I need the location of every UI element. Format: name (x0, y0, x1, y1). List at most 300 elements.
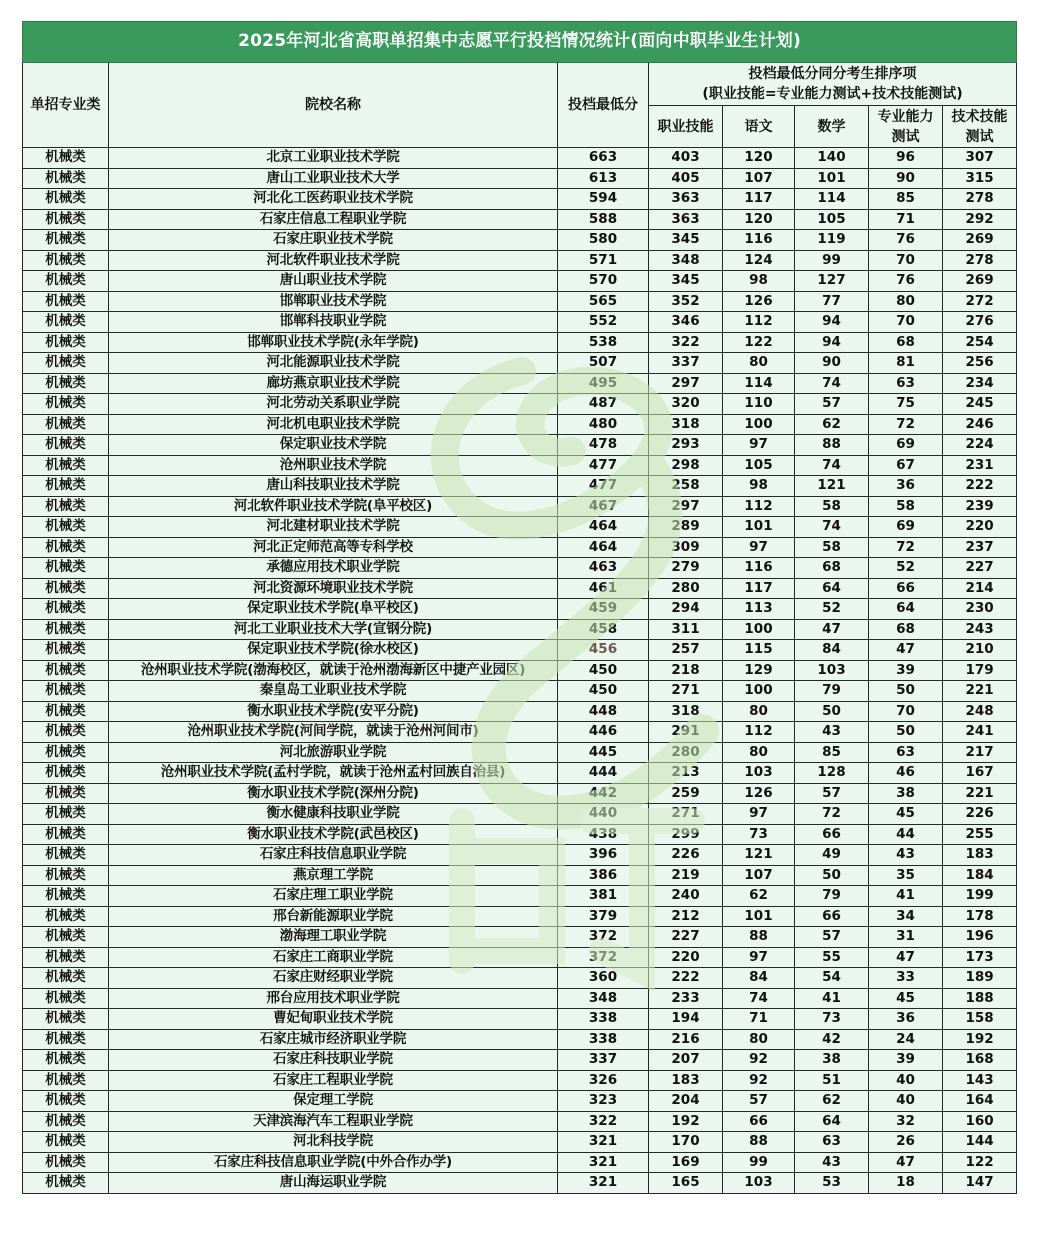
score-table-sheet (22, 21, 1016, 1194)
header-school: 院校名称 (109, 63, 558, 148)
table-row (23, 927, 1017, 948)
header-professional-line2: 测试 (891, 128, 920, 145)
table-row (23, 947, 1017, 968)
cell-vocational: 352 (649, 291, 723, 312)
cell-category: 机械类 (23, 988, 109, 1009)
cell-category: 机械类 (23, 312, 109, 333)
cell-min-score: 480 (558, 414, 649, 435)
cell-category: 机械类 (23, 291, 109, 312)
cell-chinese: 117 (723, 578, 795, 599)
cell-vocational: 279 (649, 558, 723, 579)
table-row (23, 804, 1017, 825)
cell-min-score: 456 (558, 640, 649, 661)
cell-technical: 256 (943, 353, 1017, 374)
cell-school: 天津滨海汽车工程职业学院 (109, 1111, 558, 1132)
cell-professional: 63 (869, 742, 943, 763)
cell-chinese: 97 (723, 537, 795, 558)
cell-technical: 246 (943, 414, 1017, 435)
cell-chinese: 105 (723, 455, 795, 476)
table-row (23, 660, 1017, 681)
cell-min-score: 487 (558, 394, 649, 415)
cell-technical: 192 (943, 1029, 1017, 1050)
table-row (23, 189, 1017, 210)
cell-min-score: 450 (558, 681, 649, 702)
cell-chinese: 97 (723, 947, 795, 968)
cell-chinese: 88 (723, 1132, 795, 1153)
cell-school: 河北正定师范高等专科学校 (109, 537, 558, 558)
cell-vocational: 207 (649, 1050, 723, 1071)
cell-min-score: 458 (558, 619, 649, 640)
cell-vocational: 280 (649, 578, 723, 599)
cell-math: 66 (795, 906, 869, 927)
cell-school: 衡水职业技术学院(安平分院) (109, 701, 558, 722)
cell-school: 石家庄理工职业学院 (109, 886, 558, 907)
cell-chinese: 66 (723, 1111, 795, 1132)
cell-min-score: 448 (558, 701, 649, 722)
cell-technical: 196 (943, 927, 1017, 948)
table-row (23, 271, 1017, 292)
cell-school: 石家庄职业技术学院 (109, 230, 558, 251)
cell-technical: 239 (943, 496, 1017, 517)
cell-professional: 47 (869, 1152, 943, 1173)
cell-min-score: 323 (558, 1091, 649, 1112)
cell-vocational: 363 (649, 189, 723, 210)
cell-vocational: 297 (649, 496, 723, 517)
table-row (23, 783, 1017, 804)
header-min-score: 投档最低分 (558, 63, 649, 148)
cell-vocational: 218 (649, 660, 723, 681)
cell-professional: 40 (869, 1091, 943, 1112)
cell-math: 74 (795, 373, 869, 394)
cell-category: 机械类 (23, 414, 109, 435)
cell-category: 机械类 (23, 578, 109, 599)
cell-math: 72 (795, 804, 869, 825)
cell-math: 66 (795, 824, 869, 845)
cell-technical: 167 (943, 763, 1017, 784)
cell-chinese: 116 (723, 230, 795, 251)
cell-math: 79 (795, 681, 869, 702)
cell-school: 北京工业职业技术学院 (109, 148, 558, 169)
table-row (23, 209, 1017, 230)
cell-category: 机械类 (23, 906, 109, 927)
header-technical-line1: 技术技能 (951, 108, 1008, 125)
cell-category: 机械类 (23, 1091, 109, 1112)
cell-min-score: 444 (558, 763, 649, 784)
table-row (23, 168, 1017, 189)
cell-vocational: 405 (649, 168, 723, 189)
cell-school: 保定理工学院 (109, 1091, 558, 1112)
cell-technical: 231 (943, 455, 1017, 476)
cell-min-score: 360 (558, 968, 649, 989)
cell-category: 机械类 (23, 476, 109, 497)
cell-chinese: 124 (723, 250, 795, 271)
cell-math: 94 (795, 332, 869, 353)
cell-category: 机械类 (23, 496, 109, 517)
cell-professional: 58 (869, 496, 943, 517)
cell-vocational: 219 (649, 865, 723, 886)
cell-school: 石家庄科技信息职业学院(中外合作办学) (109, 1152, 558, 1173)
cell-category: 机械类 (23, 640, 109, 661)
cell-technical: 179 (943, 660, 1017, 681)
cell-chinese: 92 (723, 1070, 795, 1091)
cell-professional: 52 (869, 558, 943, 579)
cell-professional: 39 (869, 660, 943, 681)
table-row (23, 1173, 1017, 1194)
cell-vocational: 170 (649, 1132, 723, 1153)
cell-technical: 248 (943, 701, 1017, 722)
header-tiebreak-note: (职业技能=专业能力测试+技术技能测试) (702, 86, 963, 102)
header-vocational: 职业技能 (649, 106, 723, 148)
cell-chinese: 100 (723, 619, 795, 640)
cell-school: 邯郸职业技术学院(永年学院) (109, 332, 558, 353)
cell-math: 77 (795, 291, 869, 312)
cell-technical: 230 (943, 599, 1017, 620)
cell-category: 机械类 (23, 250, 109, 271)
cell-chinese: 92 (723, 1050, 795, 1071)
cell-math: 74 (795, 517, 869, 538)
cell-technical: 188 (943, 988, 1017, 1009)
cell-technical: 222 (943, 476, 1017, 497)
cell-professional: 85 (869, 189, 943, 210)
cell-vocational: 259 (649, 783, 723, 804)
cell-math: 64 (795, 1111, 869, 1132)
cell-min-score: 478 (558, 435, 649, 456)
cell-school: 河北能源职业技术学院 (109, 353, 558, 374)
cell-professional: 26 (869, 1132, 943, 1153)
cell-min-score: 552 (558, 312, 649, 333)
cell-professional: 71 (869, 209, 943, 230)
cell-vocational: 226 (649, 845, 723, 866)
table-body (23, 148, 1017, 1194)
cell-chinese: 112 (723, 722, 795, 743)
cell-vocational: 227 (649, 927, 723, 948)
cell-school: 河北机电职业技术学院 (109, 414, 558, 435)
cell-vocational: 220 (649, 947, 723, 968)
cell-professional: 69 (869, 517, 943, 538)
cell-vocational: 233 (649, 988, 723, 1009)
cell-technical: 210 (943, 640, 1017, 661)
cell-category: 机械类 (23, 742, 109, 763)
cell-chinese: 121 (723, 845, 795, 866)
cell-vocational: 320 (649, 394, 723, 415)
table-row (23, 722, 1017, 743)
cell-vocational: 194 (649, 1009, 723, 1030)
cell-technical: 243 (943, 619, 1017, 640)
cell-min-score: 495 (558, 373, 649, 394)
cell-math: 54 (795, 968, 869, 989)
cell-category: 机械类 (23, 845, 109, 866)
cell-vocational: 299 (649, 824, 723, 845)
cell-chinese: 97 (723, 804, 795, 825)
cell-category: 机械类 (23, 1152, 109, 1173)
table-row (23, 640, 1017, 661)
cell-min-score: 570 (558, 271, 649, 292)
cell-vocational: 222 (649, 968, 723, 989)
table-row (23, 353, 1017, 374)
cell-chinese: 71 (723, 1009, 795, 1030)
cell-school: 河北工业职业技术大学(宣钢分院) (109, 619, 558, 640)
table-row (23, 1091, 1017, 1112)
header-tiebreak-group (649, 63, 1017, 106)
cell-math: 128 (795, 763, 869, 784)
cell-chinese: 129 (723, 660, 795, 681)
cell-chinese: 112 (723, 496, 795, 517)
cell-chinese: 73 (723, 824, 795, 845)
table-row (23, 476, 1017, 497)
cell-min-score: 338 (558, 1009, 649, 1030)
cell-math: 105 (795, 209, 869, 230)
cell-school: 河北化工医药职业技术学院 (109, 189, 558, 210)
cell-professional: 38 (869, 783, 943, 804)
table-row (23, 1009, 1017, 1030)
cell-technical: 144 (943, 1132, 1017, 1153)
cell-category: 机械类 (23, 189, 109, 210)
cell-technical: 221 (943, 783, 1017, 804)
table-row (23, 742, 1017, 763)
cell-chinese: 62 (723, 886, 795, 907)
cell-chinese: 120 (723, 148, 795, 169)
cell-chinese: 126 (723, 783, 795, 804)
cell-category: 机械类 (23, 783, 109, 804)
table-row (23, 988, 1017, 1009)
cell-vocational: 346 (649, 312, 723, 333)
cell-chinese: 126 (723, 291, 795, 312)
cell-category: 机械类 (23, 1070, 109, 1091)
cell-category: 机械类 (23, 455, 109, 476)
cell-professional: 18 (869, 1173, 943, 1194)
cell-technical: 292 (943, 209, 1017, 230)
cell-math: 47 (795, 619, 869, 640)
cell-math: 43 (795, 1152, 869, 1173)
cell-math: 50 (795, 865, 869, 886)
cell-min-score: 348 (558, 988, 649, 1009)
cell-technical: 214 (943, 578, 1017, 599)
cell-school: 石家庄工程职业学院 (109, 1070, 558, 1091)
cell-chinese: 116 (723, 558, 795, 579)
table-row (23, 435, 1017, 456)
cell-min-score: 438 (558, 824, 649, 845)
header-technical (943, 106, 1017, 148)
cell-professional: 76 (869, 271, 943, 292)
cell-professional: 81 (869, 353, 943, 374)
cell-technical: 255 (943, 824, 1017, 845)
cell-category: 机械类 (23, 353, 109, 374)
cell-technical: 307 (943, 148, 1017, 169)
cell-math: 127 (795, 271, 869, 292)
cell-min-score: 464 (558, 517, 649, 538)
cell-professional: 33 (869, 968, 943, 989)
cell-math: 119 (795, 230, 869, 251)
cell-school: 承德应用技术职业学院 (109, 558, 558, 579)
cell-technical: 217 (943, 742, 1017, 763)
cell-chinese: 74 (723, 988, 795, 1009)
cell-min-score: 337 (558, 1050, 649, 1071)
cell-chinese: 115 (723, 640, 795, 661)
cell-technical: 234 (943, 373, 1017, 394)
cell-professional: 40 (869, 1070, 943, 1091)
cell-technical: 122 (943, 1152, 1017, 1173)
cell-vocational: 204 (649, 1091, 723, 1112)
table-row (23, 1070, 1017, 1091)
cell-min-score: 445 (558, 742, 649, 763)
cell-school: 邢台新能源职业学院 (109, 906, 558, 927)
cell-category: 机械类 (23, 1132, 109, 1153)
cell-vocational: 309 (649, 537, 723, 558)
cell-technical: 224 (943, 435, 1017, 456)
cell-vocational: 293 (649, 435, 723, 456)
cell-technical: 164 (943, 1091, 1017, 1112)
cell-category: 机械类 (23, 373, 109, 394)
cell-category: 机械类 (23, 599, 109, 620)
cell-chinese: 98 (723, 476, 795, 497)
cell-vocational: 345 (649, 230, 723, 251)
cell-min-score: 565 (558, 291, 649, 312)
cell-min-score: 461 (558, 578, 649, 599)
cell-vocational: 403 (649, 148, 723, 169)
cell-professional: 90 (869, 168, 943, 189)
cell-min-score: 507 (558, 353, 649, 374)
cell-category: 机械类 (23, 824, 109, 845)
cell-school: 河北劳动关系职业学院 (109, 394, 558, 415)
cell-vocational: 216 (649, 1029, 723, 1050)
cell-technical: 147 (943, 1173, 1017, 1194)
table-row (23, 250, 1017, 271)
cell-professional: 70 (869, 701, 943, 722)
table-row (23, 619, 1017, 640)
cell-professional: 72 (869, 414, 943, 435)
cell-school: 沧州职业技术学院(渤海校区，就读于沧州渤海新区中捷产业园区) (109, 660, 558, 681)
cell-technical: 220 (943, 517, 1017, 538)
header-tiebreak-title: 投档最低分同分考生排序项 (748, 66, 917, 82)
cell-chinese: 117 (723, 189, 795, 210)
cell-professional: 35 (869, 865, 943, 886)
cell-math: 68 (795, 558, 869, 579)
cell-category: 机械类 (23, 271, 109, 292)
cell-math: 114 (795, 189, 869, 210)
cell-category: 机械类 (23, 394, 109, 415)
cell-category: 机械类 (23, 230, 109, 251)
cell-min-score: 464 (558, 537, 649, 558)
cell-school: 渤海理工职业学院 (109, 927, 558, 948)
cell-math: 43 (795, 722, 869, 743)
cell-math: 94 (795, 312, 869, 333)
cell-school: 唐山科技职业技术学院 (109, 476, 558, 497)
cell-min-score: 326 (558, 1070, 649, 1091)
cell-category: 机械类 (23, 558, 109, 579)
cell-technical: 241 (943, 722, 1017, 743)
cell-min-score: 463 (558, 558, 649, 579)
cell-technical: 143 (943, 1070, 1017, 1091)
cell-math: 121 (795, 476, 869, 497)
cell-technical: 184 (943, 865, 1017, 886)
cell-professional: 34 (869, 906, 943, 927)
cell-technical: 315 (943, 168, 1017, 189)
cell-math: 49 (795, 845, 869, 866)
cell-vocational: 192 (649, 1111, 723, 1132)
cell-category: 机械类 (23, 1111, 109, 1132)
cell-chinese: 99 (723, 1152, 795, 1173)
cell-technical: 189 (943, 968, 1017, 989)
cell-professional: 63 (869, 373, 943, 394)
cell-category: 机械类 (23, 701, 109, 722)
cell-chinese: 107 (723, 168, 795, 189)
cell-math: 74 (795, 455, 869, 476)
cell-vocational: 240 (649, 886, 723, 907)
cell-category: 机械类 (23, 722, 109, 743)
cell-category: 机械类 (23, 537, 109, 558)
table-row (23, 291, 1017, 312)
cell-chinese: 107 (723, 865, 795, 886)
table-row (23, 906, 1017, 927)
cell-school: 保定职业技术学院(阜平校区) (109, 599, 558, 620)
cell-min-score: 381 (558, 886, 649, 907)
cell-math: 64 (795, 578, 869, 599)
cell-math: 41 (795, 988, 869, 1009)
cell-min-score: 338 (558, 1029, 649, 1050)
table-row (23, 845, 1017, 866)
cell-min-score: 372 (558, 927, 649, 948)
cell-min-score: 321 (558, 1173, 649, 1194)
cell-vocational: 345 (649, 271, 723, 292)
table-title: 2025年河北省高职单招集中志愿平行投档情况统计(面向中职毕业生计划) (23, 22, 1017, 63)
cell-vocational: 363 (649, 209, 723, 230)
table-row (23, 558, 1017, 579)
cell-technical: 276 (943, 312, 1017, 333)
cell-chinese: 80 (723, 1029, 795, 1050)
cell-math: 57 (795, 927, 869, 948)
cell-technical: 221 (943, 681, 1017, 702)
cell-min-score: 322 (558, 1111, 649, 1132)
cell-professional: 68 (869, 619, 943, 640)
cell-vocational: 169 (649, 1152, 723, 1173)
cell-chinese: 113 (723, 599, 795, 620)
cell-math: 103 (795, 660, 869, 681)
cell-professional: 75 (869, 394, 943, 415)
cell-math: 99 (795, 250, 869, 271)
cell-professional: 70 (869, 250, 943, 271)
cell-category: 机械类 (23, 865, 109, 886)
table-row (23, 414, 1017, 435)
cell-vocational: 318 (649, 414, 723, 435)
cell-school: 燕京理工学院 (109, 865, 558, 886)
cell-category: 机械类 (23, 435, 109, 456)
cell-vocational: 294 (649, 599, 723, 620)
cell-professional: 68 (869, 332, 943, 353)
cell-chinese: 97 (723, 435, 795, 456)
cell-school: 曹妃甸职业技术学院 (109, 1009, 558, 1030)
cell-school: 衡水职业技术学院(武邑校区) (109, 824, 558, 845)
cell-category: 机械类 (23, 804, 109, 825)
cell-vocational: 165 (649, 1173, 723, 1194)
cell-chinese: 57 (723, 1091, 795, 1112)
cell-chinese: 114 (723, 373, 795, 394)
header-chinese: 语文 (723, 106, 795, 148)
cell-math: 140 (795, 148, 869, 169)
cell-school: 石家庄城市经济职业学院 (109, 1029, 558, 1050)
cell-min-score: 386 (558, 865, 649, 886)
cell-technical: 199 (943, 886, 1017, 907)
cell-chinese: 88 (723, 927, 795, 948)
cell-vocational: 258 (649, 476, 723, 497)
cell-vocational: 318 (649, 701, 723, 722)
cell-min-score: 588 (558, 209, 649, 230)
cell-school: 河北软件职业技术学院(阜平校区) (109, 496, 558, 517)
cell-category: 机械类 (23, 681, 109, 702)
cell-school: 河北建材职业技术学院 (109, 517, 558, 538)
table-row (23, 455, 1017, 476)
cell-vocational: 298 (649, 455, 723, 476)
cell-vocational: 212 (649, 906, 723, 927)
